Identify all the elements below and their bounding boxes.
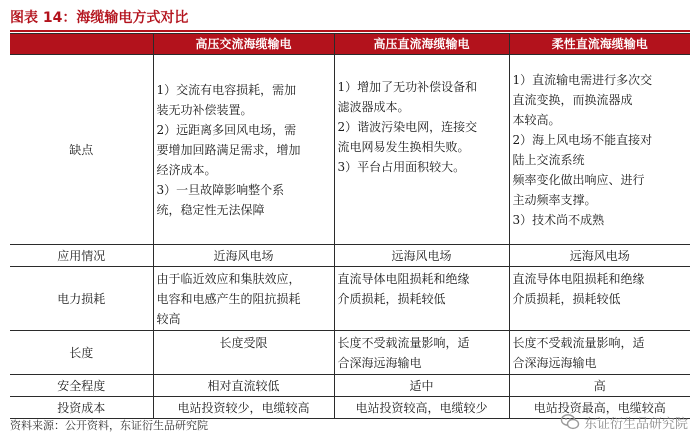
text-line: 统，稳定性无法保障 (156, 202, 265, 217)
figure-title: 图表 14：海缆输电方式对比 (10, 10, 189, 26)
text-line: 直流导体电阻损耗和绝缘 (512, 272, 645, 286)
cell-safety-vsc: 高 (509, 375, 690, 397)
text-line: 直流变换，而换流器成 (512, 92, 633, 107)
cell-investment-hvdc: 电站投资较高，电缆较少 (334, 397, 509, 419)
header-hvdc: 高压直流海缆输电 (334, 34, 509, 55)
source-note: 资料来源：公开资料，东证衍生品研究院 (10, 419, 208, 432)
cell-safety-hvdc: 适中 (334, 375, 509, 397)
row-application (10, 245, 690, 267)
text-line: 3）技术尚不成熟 (512, 212, 605, 227)
header-hvac: 高压交流海缆输电 (153, 34, 334, 55)
header-corner (10, 34, 153, 55)
text-line: 介质损耗，损耗较低 (337, 292, 446, 306)
text-line: 主动频率支撑。 (512, 192, 597, 207)
text-line: 合深海远海输电 (337, 355, 422, 370)
row-label-drawbacks: 缺点 (10, 55, 153, 245)
text-line: 1）直流输电需进行多次交 (512, 72, 653, 87)
row-label-investment: 投资成本 (10, 397, 153, 419)
cell-power-loss-vsc (509, 267, 690, 331)
cell-application-hvac: 近海风电场 (153, 245, 334, 267)
row-label-length: 长度 (10, 331, 153, 375)
row-power-loss (10, 267, 690, 331)
text-line: 2）谐波污染电网，连接交 (337, 120, 478, 134)
cell-drawbacks-hvac (153, 55, 334, 245)
text-line: 电容和电感产生的阻抗损耗 (156, 291, 301, 306)
row-length (10, 331, 690, 375)
cell-application-vsc: 远海风电场 (509, 245, 690, 267)
row-label-application: 应用情况 (10, 245, 153, 267)
text-line: 频率变化做出响应、进行 (512, 172, 645, 187)
header-row (10, 34, 690, 55)
cell-length-hvdc (334, 331, 509, 375)
row-label-safety: 安全程度 (10, 375, 153, 397)
text-line: 2）远距离多回风电场，需 (156, 122, 297, 137)
text-line: 3）一旦故障影响整个系 (156, 182, 285, 197)
comparison-table (10, 33, 690, 419)
cell-investment-vsc: 电站投资最高，电缆较高 (509, 397, 690, 419)
text-line: 本较高。 (512, 112, 561, 127)
text-line: 滤波器成本。 (337, 100, 410, 114)
text-line: 3）平台占用面积较大。 (337, 160, 466, 174)
row-label-power-loss: 电力损耗 (10, 267, 153, 331)
watermark-text: 东证衍生品研究院 (583, 416, 688, 432)
row-drawbacks (10, 55, 690, 245)
cell-investment-hvac: 电站投资较少，电缆较高 (153, 397, 334, 419)
text-line: 1）增加了无功补偿设备和 (337, 80, 478, 94)
text-line: 要增加回路满足需求，增加 (156, 142, 301, 157)
title-rule (10, 30, 690, 32)
text-line: 2）海上风电场不能直接对 (512, 132, 653, 147)
text-line: 装无功补偿装置。 (156, 102, 253, 117)
cell-drawbacks-hvdc (334, 55, 509, 245)
wechat-icon (560, 412, 580, 432)
cell-length-hvac: 长度受限 (153, 331, 334, 375)
text-line: 直流导体电阻损耗和绝缘 (337, 272, 470, 286)
text-line: 经济成本。 (156, 162, 217, 177)
text-line: 长度不受载流量影响，适 (512, 335, 645, 350)
cell-power-loss-hvac (153, 267, 334, 331)
cell-length-vsc (509, 331, 690, 375)
text-line: 合深海远海输电 (512, 355, 597, 370)
cell-application-hvdc: 远海风电场 (334, 245, 509, 267)
text-line: 1）交流有电容损耗，需加 (156, 82, 297, 97)
text-line: 陆上交流系统 (512, 152, 585, 167)
cell-safety-hvac: 相对直流较低 (153, 375, 334, 397)
watermark (560, 412, 688, 432)
text-line: 由于临近效应和集肤效应， (156, 271, 301, 286)
cell-drawbacks-vsc (509, 55, 690, 245)
header-vsc: 柔性直流海缆输电 (509, 34, 690, 55)
text-line: 介质损耗，损耗较低 (512, 292, 621, 306)
row-safety (10, 375, 690, 397)
text-line: 较高 (156, 311, 181, 326)
text-line: 长度不受载流量影响，适 (337, 335, 470, 350)
text-line: 流电网易发生换相失败。 (337, 140, 470, 154)
cell-power-loss-hvdc (334, 267, 509, 331)
